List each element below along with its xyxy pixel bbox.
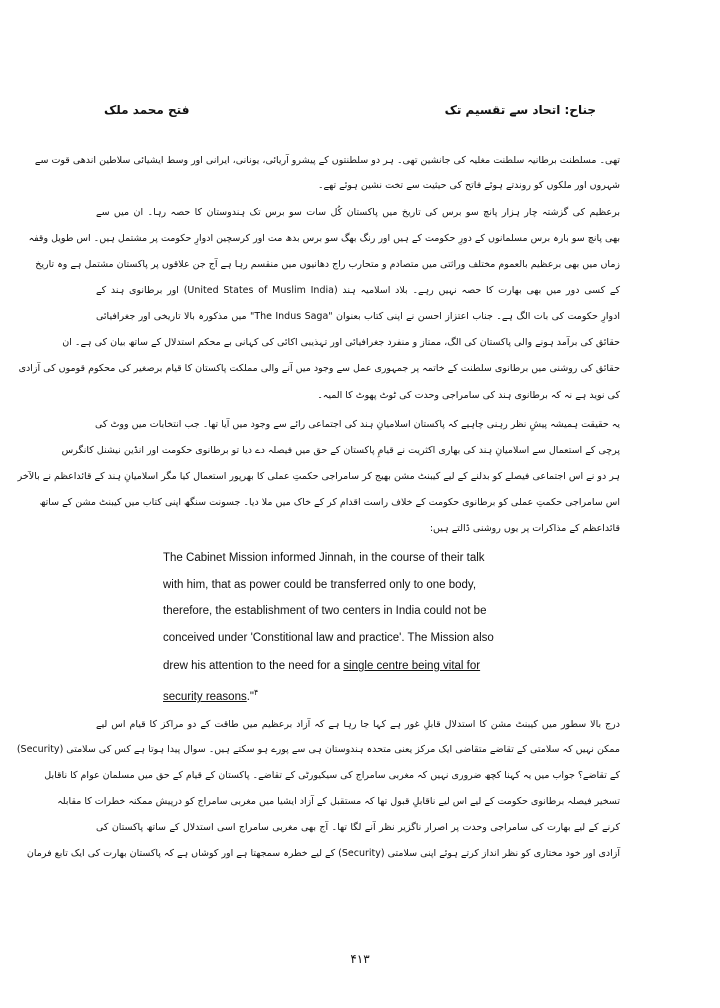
quote-line: therefore, the establishment of two centers in India could not be — [163, 605, 487, 617]
paragraph-line: تسخیر فیصلہ برطانوی حکومت کے لیے اس لیے ناقابلِ قبول تھا کہ مستقبل کے آزاد ایشیا میں مغربی سامراج کو درپیش ممکنہ خطرات کا مقابلہ — [57, 796, 620, 807]
paragraph-line: ہر دو نے اس اجتماعی فیصلے کو بدلنے کے لیے کیبنٹ مشن بھیج کر سامراجی حکمتِ عملی کا بھرپور استعمال کیا مگر اسلامیانِ ہند کے قائداعظم نے بالآخر — [17, 471, 620, 482]
header-book-title: جناح: اتحاد سے تقسیم تک — [444, 103, 596, 117]
paragraph-line: حقائق کی برآمد ہونے والی پاکستان کی الگ، ممتاز و منفرد جغرافیائی اور تہذیبی اکائی کی کہانی بے محکم استدلال کے ساتھ بیان کی ہے۔ ان — [62, 337, 620, 348]
paragraph-line: درج بالا سطور میں کیبنٹ مشن کا استدلال قابلِ غور ہے کہا جا رہا ہے کہ آزاد برعظیم میں طاقت کے دو مراکز کا قیام اس لیے — [96, 719, 620, 730]
footnote-marker: ۴ — [254, 688, 259, 697]
quote-line: with him, that as power could be transferred only to one body, — [163, 579, 477, 591]
quote-underlined-text: security reasons — [163, 690, 247, 703]
paragraph-line: ممکن نہیں کہ سلامتی کے تقاضے متقاضی ایک مرکز یعنی متحدہ ہندوستان ہی سے پورے ہو سکتے ہیں۔ سوال پیدا ہوتا ہے کس کی سلامتی (Security) — [16, 744, 620, 755]
paragraph-line: کے تقاضے؟ جواب میں یہ کہنا کچھ ضروری نہیں کہ مغربی سامراج کی سیکیورٹی کے تقاضے۔ پاکستان کے قیام کے حق میں مسلمان عوام کا ناقابل — [44, 770, 620, 781]
paragraph-line: قائداعظم کے مذاکرات پر یوں روشنی ڈالتے ہیں: — [429, 523, 620, 534]
paragraph-line: شہروں اور ملکوں کو روندتے ہوئے فاتح کی حیثیت سے تخت نشین ہوئے تھے۔ — [317, 180, 620, 191]
paragraph-line: تھی۔ مسلطنت برطانیہ سلطنت مغلیہ کی جانشین تھی۔ ہر دو سلطنتوں کے پیشرو آریائی، یونانی، ایرانی اور وسط ایشیائی سلاطین اندھی قوت سے — [34, 155, 620, 166]
quote-line — [163, 686, 513, 704]
quote-line — [163, 659, 513, 673]
paragraph-line: یہ حقیقت ہمیشہ پیشِ نظر رہنی چاہیے کہ پاکستان اسلامیانِ ہند کی اجتماعی رائے سے وجود میں آیا تھا۔ جب انتخابات میں ووٹ کی — [94, 419, 620, 430]
quote-line: conceived under 'Constitional law and practice'. The Mission also — [163, 632, 494, 644]
paragraph-line: کی نوید ہے نہ کہ برطانوی ہند کی سامراجی وحدت کی ٹوٹ پھوٹ کا المیہ۔ — [317, 390, 620, 401]
paragraph-line: اس سامراجی حکمتِ عملی کو برطانوی حکومت کے خلاف راست اقدام کر کے خاک میں ملا دیا۔ جسونت سنگھ اپنی کتاب میں کیبنٹ مشن کے ساتھ — [39, 497, 620, 508]
quote-line: The Cabinet Mission informed Jinnah, in the course of their talk — [163, 552, 485, 564]
paragraph-line: زماں میں بھی برعظیم بالعموم مختلف وراثتی میں متصادم و متحارب راج دھانیوں میں منقسم رہا ہے آج جن علاقوں پر پاکستان مشتمل ہے وہ تاریخ — [35, 259, 620, 270]
quote-underlined-text: single centre being vital for — [343, 660, 481, 672]
paragraph-line: کرنے کے لیے بھارت کی سامراجی وحدت پر اصرار ناگزیر نظر آنے لگا تھا۔ آج بھی مغربی سامراج اسی استدلال کے ساتھ پاکستان کی — [96, 822, 620, 833]
quote-text: drew his attention to the need for a — [163, 660, 344, 672]
paragraph-line: آزادی اور خود مختاری کو نظر انداز کرتے ہوئے اپنی سلامتی (Security) کے لیے خطرہ سمجھتا ہے اور کوشاں ہے کہ پاکستان بھارت کی ایک تابع فرمان — [26, 848, 620, 859]
paragraph-line: پرچی کے استعمال سے اسلامیانِ ہند کی بھاری اکثریت نے قیامِ پاکستان کے حق میں فیصلہ دے دیا تو برطانوی حکومت اور انڈین نیشنل کانگرس — [61, 445, 620, 456]
page-number: ۴۱۳ — [350, 952, 370, 966]
paragraph-line: حقائق کی روشنی میں برطانوی سلطنت کے خاتمہ پر جمہوری عمل سے وجود میں آنے والی مملکت پاکستان کا قیام برصغیر کی محکوم قوموں کی آزادی — [18, 363, 620, 374]
quote-text: ." — [246, 690, 255, 703]
paragraph-line: برعظیم کی گزشتہ چار ہزار پانچ سو برس کی تاریخ میں پاکستان کُل سات سو برس تک ہندوستان کا حصہ رہا۔ ان میں سے — [96, 207, 620, 218]
header-author: فتح محمد ملک — [104, 103, 190, 117]
paragraph-line: بھی پانچ سو بارہ برس مسلمانوں کے دورِ حکومت کے ہیں اور رنگ بھگ سو برس بدھ مت اور کرسچین ادوارِ حکومت پر مشتمل ہیں۔ اس طویل وقفہ — [28, 233, 620, 244]
paragraph-line: ادوارِ حکومت کی بات الگ ہے۔ جناب اعتزاز احسن نے اپنی کتاب بعنوان "The Indus Saga" میں مذکورہ بالا تاریخی اور جغرافیائی — [96, 311, 620, 322]
paragraph-line: کے کسی دور میں بھی بھارت کا حصہ نہیں رہے۔ بلاد اسلامیہ ہند (United States of Muslim India) اور برطانوی ہند کے — [96, 285, 620, 296]
